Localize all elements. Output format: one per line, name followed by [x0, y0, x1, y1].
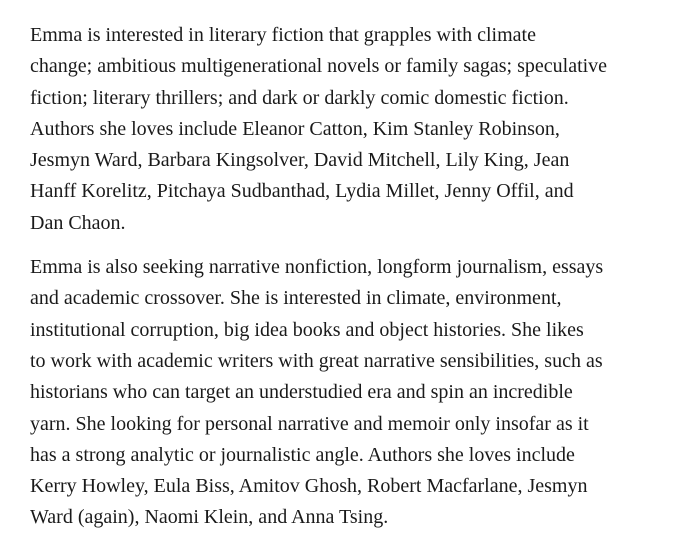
text-line: change; ambitious multigenerational novels or family sagas; speculative	[30, 55, 608, 78]
text-line: Hanff Korelitz, Pitchaya Sudbanthad, Lydia Millet, Jenny Offil, and	[30, 180, 574, 203]
text-line: institutional corruption, big idea books and object histories. She likes	[30, 318, 584, 341]
paragraph-nonfiction-interests	[30, 252, 635, 534]
text-line: Ward (again), Naomi Klein, and Anna Tsing.	[30, 506, 389, 529]
text-line: Authors she loves include Eleanor Catton, Kim Stanley Robinson,	[30, 117, 560, 140]
text-line: historians who can target an understudied era and spin an incredible	[30, 381, 573, 404]
text-line: Jesmyn Ward, Barbara Kingsolver, David Mitchell, Lily King, Jean	[30, 149, 570, 172]
text-line: has a strong analytic or journalistic angle. Authors she loves include	[30, 443, 575, 466]
text-line: to work with academic writers with great narrative sensibilities, such as	[30, 349, 603, 372]
paragraph-fiction-interests	[30, 20, 635, 239]
text-line: Kerry Howley, Eula Biss, Amitov Ghosh, Robert Macfarlane, Jesmyn	[30, 475, 588, 498]
text-line: and academic crossover. She is interested in climate, environment,	[30, 287, 562, 310]
article-body	[30, 20, 635, 547]
text-line: Dan Chaon.	[30, 211, 126, 234]
text-line: Emma is also seeking narrative nonfiction, longform journalism, essays	[30, 256, 604, 279]
text-line: Emma is interested in literary fiction that grapples with climate	[30, 24, 536, 46]
text-line: fiction; literary thrillers; and dark or darkly comic domestic fiction.	[30, 86, 569, 109]
text-line: yarn. She looking for personal narrative and memoir only insofar as it	[30, 412, 589, 435]
